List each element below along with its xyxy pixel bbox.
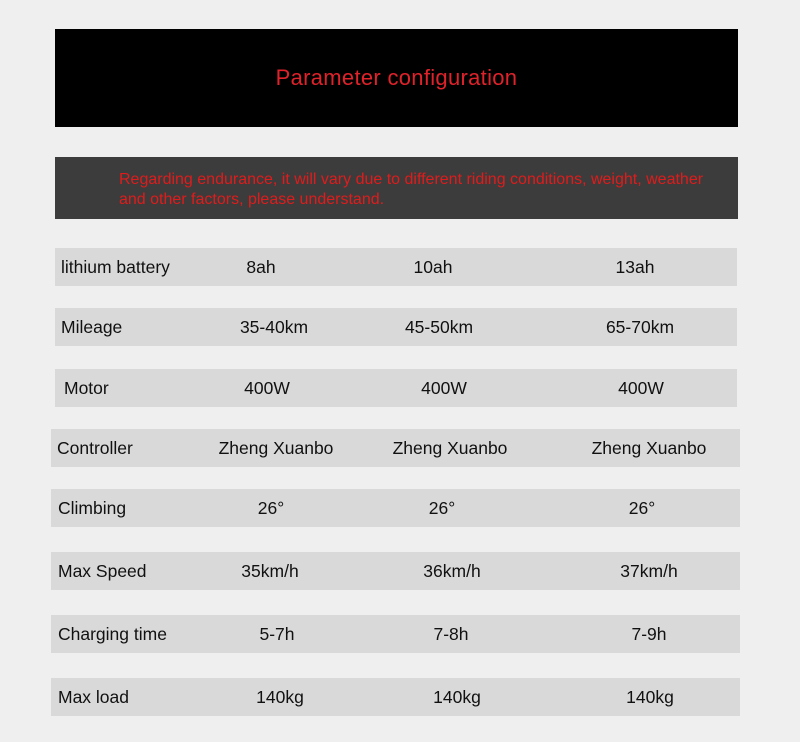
row-label: lithium battery (61, 256, 170, 277)
table-row-climbing (51, 489, 740, 527)
notice-banner (55, 157, 738, 219)
row-value: 140kg (433, 686, 481, 707)
row-value: 37km/h (620, 560, 678, 581)
row-value: 36km/h (423, 560, 481, 581)
row-value: 45-50km (404, 316, 474, 337)
table-row-lithium-battery (55, 248, 737, 286)
row-value: 10ah (413, 256, 453, 277)
notice-text: Regarding endurance, it will vary due to different riding conditions, weight, weather and other factors, please understand. (119, 171, 704, 208)
table-row-mileage (55, 308, 737, 346)
row-value: 7-8h (433, 623, 469, 644)
row-value: 5-7h (259, 623, 295, 644)
table-row-charging-time (51, 615, 740, 653)
row-value: 26° (428, 497, 456, 518)
row-value: 400W (244, 377, 290, 398)
table-row-controller (51, 429, 740, 467)
table-row-max-speed (51, 552, 740, 590)
page-title: Parameter configuration (275, 65, 518, 90)
row-value: 35km/h (241, 560, 299, 581)
row-value: 26° (257, 497, 285, 518)
table-row-max-load (51, 678, 740, 716)
row-value: 65-70km (605, 316, 675, 337)
row-value: 35-40km (239, 316, 309, 337)
row-value: Zheng Xuanbo (218, 437, 334, 458)
row-label: Charging time (58, 623, 167, 644)
row-value: 400W (618, 377, 664, 398)
row-label: Climbing (58, 497, 127, 518)
row-value: 140kg (256, 686, 304, 707)
row-label: Controller (57, 437, 133, 458)
row-value: 26° (628, 497, 656, 518)
row-value: 400W (421, 377, 467, 398)
row-value: 7-9h (631, 623, 667, 644)
row-value: Zheng Xuanbo (392, 437, 508, 458)
row-label: Mileage (61, 316, 123, 337)
title-banner (55, 29, 738, 127)
row-label: Motor (64, 377, 109, 398)
row-label: Max Speed (58, 560, 147, 581)
row-value: Zheng Xuanbo (591, 437, 707, 458)
row-value: 8ah (246, 256, 276, 277)
row-label: Max load (58, 686, 130, 707)
row-value: 140kg (626, 686, 674, 707)
row-value: 13ah (615, 256, 655, 277)
table-row-motor (55, 369, 737, 407)
